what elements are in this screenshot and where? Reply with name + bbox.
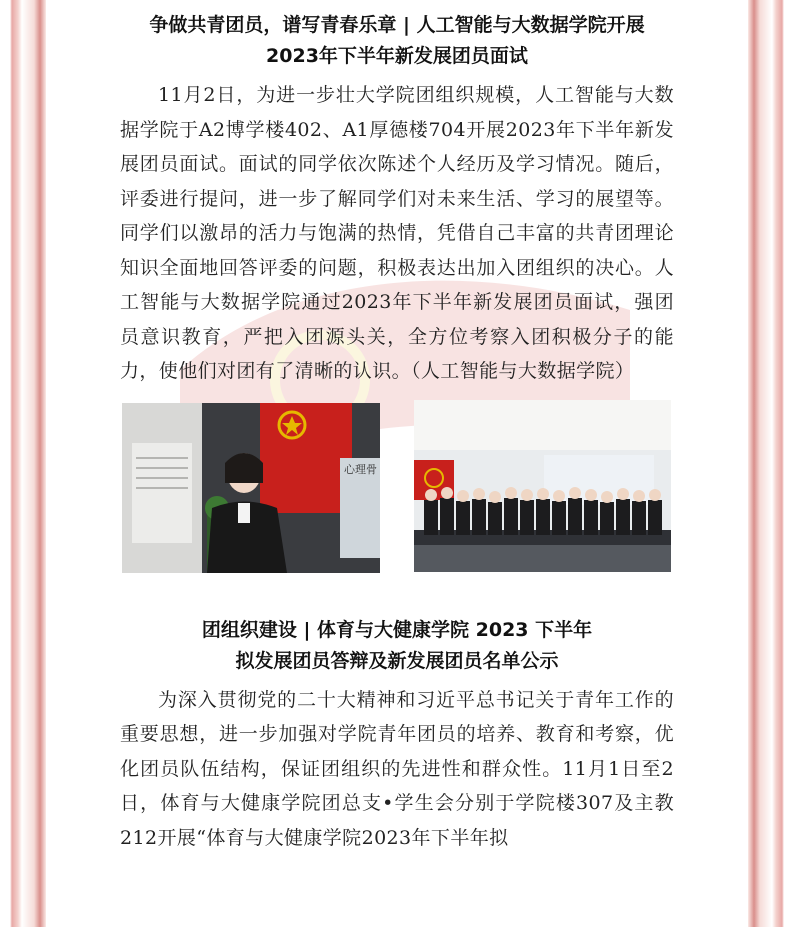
left-decorative-border: [0, 0, 46, 927]
article1-title-line2: 2023年下半年新发展团员面试: [266, 45, 528, 67]
photo1-screen-text: 心理骨: [344, 462, 377, 476]
article2-paragraph: 为深入贯彻党的二十大精神和习近平总书记关于青年工作的重要思想，进一步加强对学院青年团员的培养、教育和考察，优化团员队伍结构，保证团组织的先进性和群众性。11月1日至2日，体育与大健康学院团总支•学生会分别于学院楼307及主教212开展“体育与大健康学院2023年下半年拟: [120, 688, 674, 849]
group-photo: [414, 400, 671, 572]
interview-photo: [122, 403, 380, 573]
article2-title: [120, 615, 674, 677]
article2-title-line1: 团组织建设 | 体育与大健康学院 2023 下半年: [201, 618, 593, 641]
article1-title: [120, 10, 674, 72]
article1-photos: [120, 403, 674, 581]
article2-title-line2: 拟发展团员答辩及新发展团员名单公示: [235, 649, 559, 672]
article1-title-line1: 争做共青团员，谱写青春乐章 | 人工智能与大数据学院开展: [149, 14, 645, 36]
right-decorative-border: [748, 0, 794, 927]
document-content: [120, 0, 674, 855]
article1-paragraph: 11月2日，为进一步壮大学院团组织规模，人工智能与大数据学院于A2博学楼402、A1厚德楼704开展2023年下半年新发展团员面试。面试的同学依次陈述个人经历及学习情况。随后，评委进行提问，进一步了解同学们对未来生活、学习的展望等。同学们以激昂的活力与饱满的热情，凭借自己丰富的共青团理论知识全面地回答评委的问题，积极表达出加入团组织的决心。人工智能与大数据学院通过2023年下半年新发展团员面试，强团员意识教育，严把入团源头关，全方位考察入团积极分子的能力，使他们对团有了清晰的认识。（人工智能与大数据学院）: [120, 84, 674, 382]
